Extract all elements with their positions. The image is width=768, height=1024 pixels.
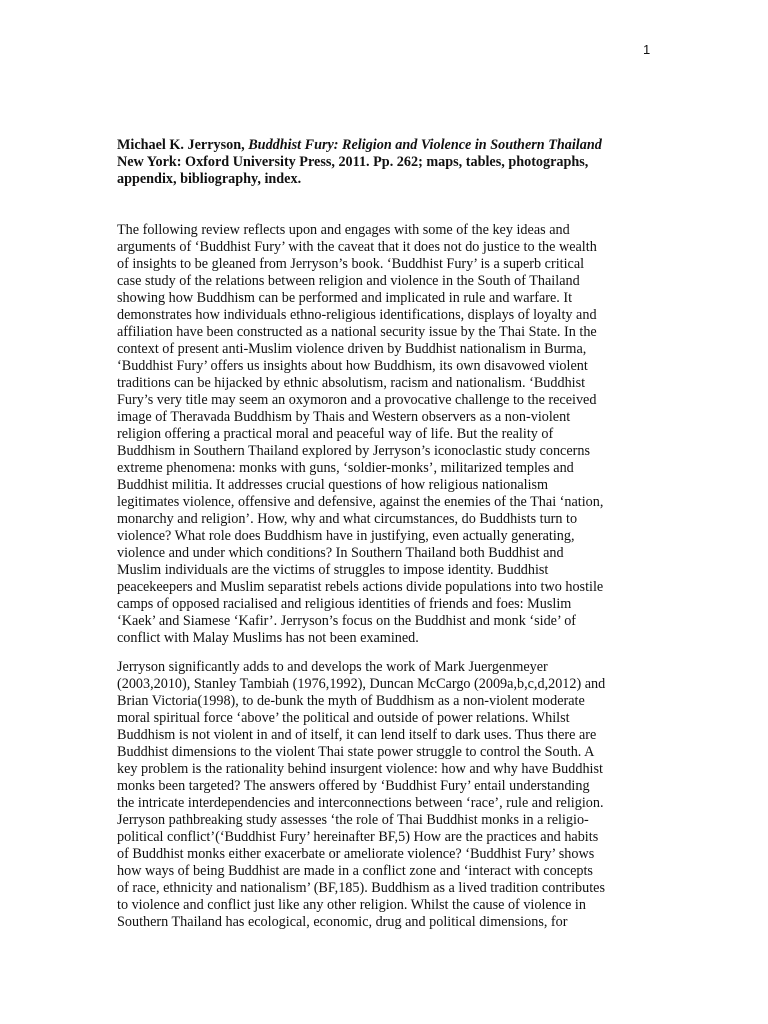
- paragraph-line: image of Theravada Buddhism by Thais and Western observers as a non-violent: [117, 409, 571, 425]
- paragraph-line: conflict with Malay Muslims has not been examined.: [117, 630, 419, 646]
- paragraph-line: peacekeepers and Muslim separatist rebels actions divide populations into two hostile: [117, 579, 604, 595]
- paragraph-line: Jerryson pathbreaking study assesses ‘the role of Thai Buddhist monks in a religio-: [117, 812, 589, 828]
- citation-book-title: Buddhist Fury: Religion and Violence in Southern Thailand: [248, 137, 602, 153]
- paragraph-line: ‘Kaek’ and Siamese ‘Kafir’. Jerryson’s focus on the Buddhist and monk ‘side’ of: [117, 613, 577, 629]
- paragraph-line: extreme phenomena: monks with guns, ‘soldier-monks’, militarized temples and: [117, 460, 574, 476]
- paragraph-line: (2003,2010), Stanley Tambiah (1976,1992), Duncan McCargo (2009a,b,c,d,2012) and: [117, 676, 606, 692]
- paragraph-line: ‘Buddhist Fury’ offers us insights about how Buddhism, its own disavowed violent: [117, 358, 588, 374]
- citation-details: appendix, bibliography, index.: [117, 171, 302, 187]
- citation-line-1: [117, 137, 657, 154]
- paragraph-line: showing how Buddhism can be performed and implicated in rule and warfare. It: [117, 290, 573, 306]
- citation-author: Michael K. Jerryson,: [117, 137, 249, 153]
- paragraph-line: Buddhist dimensions to the violent Thai state power struggle to control the South. A: [117, 744, 595, 760]
- paragraph-line: to violence and conflict just like any other religion. Whilst the cause of violence in: [117, 897, 586, 913]
- paragraph-line: context of present anti-Muslim violence driven by Buddhist nationalism in Burma,: [117, 341, 587, 357]
- paragraph-1: [117, 222, 657, 647]
- paragraph-line: Buddhism is not violent in and of itself, it can lend itself to dark uses. Thus there are: [117, 727, 597, 743]
- paragraph-line: monarchy and religion’. How, why and what circumstances, do Buddhists turn to: [117, 511, 578, 527]
- paragraph-line: of Buddhist monks either exacerbate or ameliorate violence? ‘Buddhist Fury’ shows: [117, 846, 595, 862]
- paragraph-2: [117, 659, 657, 931]
- paragraph-line: legitimates violence, offensive and defensive, against the enemies of the Thai ‘nation,: [117, 494, 604, 510]
- paragraph-line: Buddhist militia. It addresses crucial questions of how religious nationalism: [117, 477, 549, 493]
- paragraph-line: moral spiritual force ‘above’ the political and outside of power relations. Whilst: [117, 710, 570, 726]
- paragraph-line: arguments of ‘Buddhist Fury’ with the caveat that it does not do justice to the wealth: [117, 239, 597, 255]
- paragraph-line: violence and under which conditions? In Southern Thailand both Buddhist and: [117, 545, 564, 561]
- paragraph-line: traditions can be hijacked by ethnic absolutism, racism and nationalism. ‘Buddhist: [117, 375, 586, 391]
- citation-publisher: New York: Oxford University Press, 2011. Pp. 262; maps, tables, photographs,: [117, 154, 589, 170]
- paragraph-line: camps of opposed racialised and religious identities of friends and foes: Muslim: [117, 596, 572, 612]
- paragraph-line: the intricate interdependencies and interconnections between ‘race’, rule and religion.: [117, 795, 604, 811]
- paragraph-line: Southern Thailand has ecological, economic, drug and political dimensions, for: [117, 914, 568, 930]
- paragraph-line: demonstrates how individuals ethno-religious identifications, displays of loyalty and: [117, 307, 597, 323]
- paragraph-line: how ways of being Buddhist are made in a conflict zone and ‘interact with concepts: [117, 863, 593, 879]
- paragraph-line: Jerryson significantly adds to and develops the work of Mark Juergenmeyer: [117, 659, 548, 675]
- book-citation: [117, 137, 657, 188]
- paragraph-line: of race, ethnicity and nationalism’ (BF,185). Buddhism as a lived tradition contributes: [117, 880, 605, 896]
- paragraph-line: of insights to be gleaned from Jerryson’s book. ‘Buddhist Fury’ is a superb critical: [117, 256, 585, 272]
- paragraph-line: monks been targeted? The answers offered by ‘Buddhist Fury’ entail understanding: [117, 778, 590, 794]
- paragraph-line: Buddhism in Southern Thailand explored by Jerryson’s iconoclastic study concerns: [117, 443, 590, 459]
- paragraph-line: political conflict’(‘Buddhist Fury’ hereinafter BF,5) How are the practices and habits: [117, 829, 599, 845]
- paragraph-line: key problem is the rationality behind insurgent violence: how and why have Buddhist: [117, 761, 603, 777]
- paragraph-line: Fury’s very title may seem an oxymoron and a provocative challenge to the received: [117, 392, 597, 408]
- paragraph-line: violence? What role does Buddhism have in justifying, even actually generating,: [117, 528, 575, 544]
- paragraph-line: The following review reflects upon and engages with some of the key ideas and: [117, 222, 570, 238]
- paragraph-line: affiliation have been constructed as a national security issue by the Thai State. In the: [117, 324, 597, 340]
- paragraph-line: religion offering a practical moral and peaceful way of life. But the reality of: [117, 426, 554, 442]
- paragraph-line: Brian Victoria(1998), to de-bunk the myth of Buddhism as a non-violent moderate: [117, 693, 585, 709]
- paragraph-line: Muslim individuals are the victims of struggles to impose identity. Buddhist: [117, 562, 549, 578]
- paragraph-line: case study of the relations between religion and violence in the South of Thailand: [117, 273, 580, 289]
- page-number: 1: [643, 42, 651, 57]
